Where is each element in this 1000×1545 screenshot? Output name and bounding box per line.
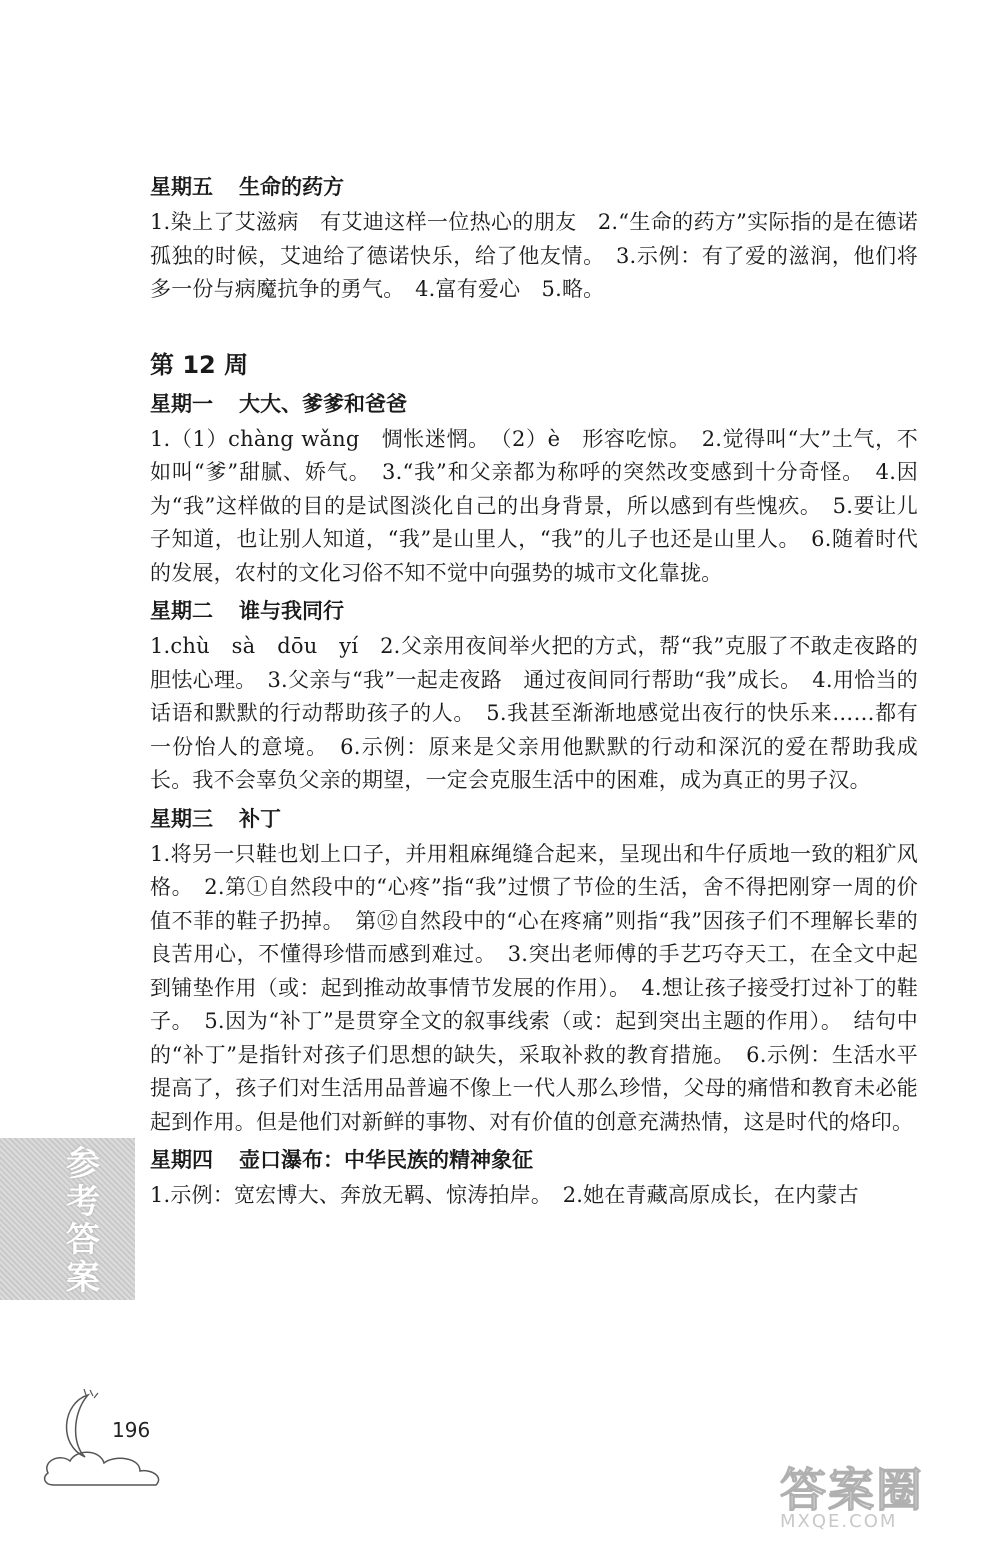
week-title: 第 12 周 bbox=[150, 350, 249, 379]
section-title: 大大、爹爹和爸爸 bbox=[239, 391, 407, 416]
section-answers: 1.示例：宽宏博大、奔放无羁、惊涛拍岸。 2.她在青藏高原成长，在内蒙古 bbox=[150, 1183, 859, 1207]
section-title: 补丁 bbox=[239, 806, 281, 831]
section-monday bbox=[150, 385, 918, 591]
section-heading bbox=[150, 385, 918, 423]
section-heading bbox=[150, 800, 918, 838]
section-day: 星期二 bbox=[150, 599, 213, 623]
watermark-text: 答案圈 bbox=[780, 1463, 924, 1517]
section-title: 壶口瀑布：中华民族的精神象征 bbox=[239, 1148, 533, 1172]
watermark bbox=[780, 1465, 995, 1540]
section-thursday bbox=[150, 1141, 918, 1213]
section-tuesday bbox=[150, 592, 918, 798]
section-heading bbox=[150, 1141, 918, 1179]
section-day: 星期三 bbox=[150, 806, 213, 831]
section-day: 星期一 bbox=[150, 391, 213, 416]
side-tab-label: 参考答案 bbox=[66, 1144, 100, 1298]
section-day: 星期四 bbox=[150, 1148, 213, 1172]
section-answers: 1.将另一只鞋也划上口子，并用粗麻绳缝合起来，呈现出和牛仔质地一致的粗犷风格。 2.第①自然段中的“心疼”指“我”过惯了节俭的生活，舍不得把刚穿一周的价值不菲的鞋子扔掉。 第⑫自然段中的“心在疼痛”则指“我”因孩子们不理解长辈的良苦用心，不懂得珍惜而感到难过。 3.突出老师傅的手艺巧夺天工，在全文中起到铺垫作用（或：起到推动故事情节发展的作用）。 4.想让孩子接受打过补丁的鞋子。 5.因为“补丁”是贯穿全文的叙事线索（或：起到突出主题的作用）。 结句中的“补丁”是指针对孩子们思想的缺失，采取补救的教育措施。 6.示例：生活水平提高了，孩子们对生活用品普遍不像上一代人那么珍惜，父母的痛惜和教育未必能起到作用。但是他们对新鲜的事物、对有价值的创意充满热情，这是时代的烙印。 bbox=[150, 841, 918, 1134]
page-number: 196 bbox=[112, 1418, 151, 1442]
moon-cloud-icon bbox=[40, 1385, 180, 1495]
section-heading bbox=[150, 592, 918, 630]
section-wednesday bbox=[150, 800, 918, 1140]
watermark-url: MXQE.COM bbox=[780, 1511, 898, 1532]
section-title: 谁与我同行 bbox=[239, 599, 344, 623]
section-answers: 1.染上了艾滋病 有艾迪这样一位热心的朋友 2.“生命的药方”实际指的是在德诺孤独的时候，艾迪给了德诺快乐，给了他友情。 3.示例：有了爱的滋润，他们将多一份与病魔抗争的勇气。 4.富有爱心 5.略。 bbox=[150, 210, 918, 301]
section-title: 生命的药方 bbox=[239, 175, 344, 199]
page-content bbox=[150, 168, 918, 1215]
section-answers: 1.chù sà dōu yí 2.父亲用夜间举火把的方式，帮“我”克服了不敢走夜路的胆怯心理。 3.父亲与“我”一起走夜路 通过夜间同行帮助“我”成长。 4.用恰当的话语和默默的行动帮助孩子的人。 5.我甚至渐渐地感觉出夜行的快乐来……都有一份怡人的意境。 6.示例：原来是父亲用他默默的行动和深沉的爱在帮助我成长。我不会辜负父亲的期望，一定会克服生活中的困难，成为真正的男子汉。 bbox=[150, 634, 918, 792]
section-answers: 1.（1）chàng wǎng 惆怅迷惘。 （2）è 形容吃惊。 2.觉得叫“大”土气，不如叫“爹”甜腻、娇气。 3.“我”和父亲都为称呼的突然改变感到十分奇怪。 4.因为“我”这样做的目的是试图淡化自己的出身背景，所以感到有些愧疚。 5.要让儿子知道，也让别人知道，“我”是山里人，“我”的儿子也还是山里人。 6.随着时代的发展，农村的文化习俗不知不觉中向强势的城市文化靠拢。 bbox=[150, 426, 918, 585]
section-day: 星期五 bbox=[150, 175, 213, 199]
section-heading bbox=[150, 168, 918, 206]
section-friday bbox=[150, 168, 918, 307]
